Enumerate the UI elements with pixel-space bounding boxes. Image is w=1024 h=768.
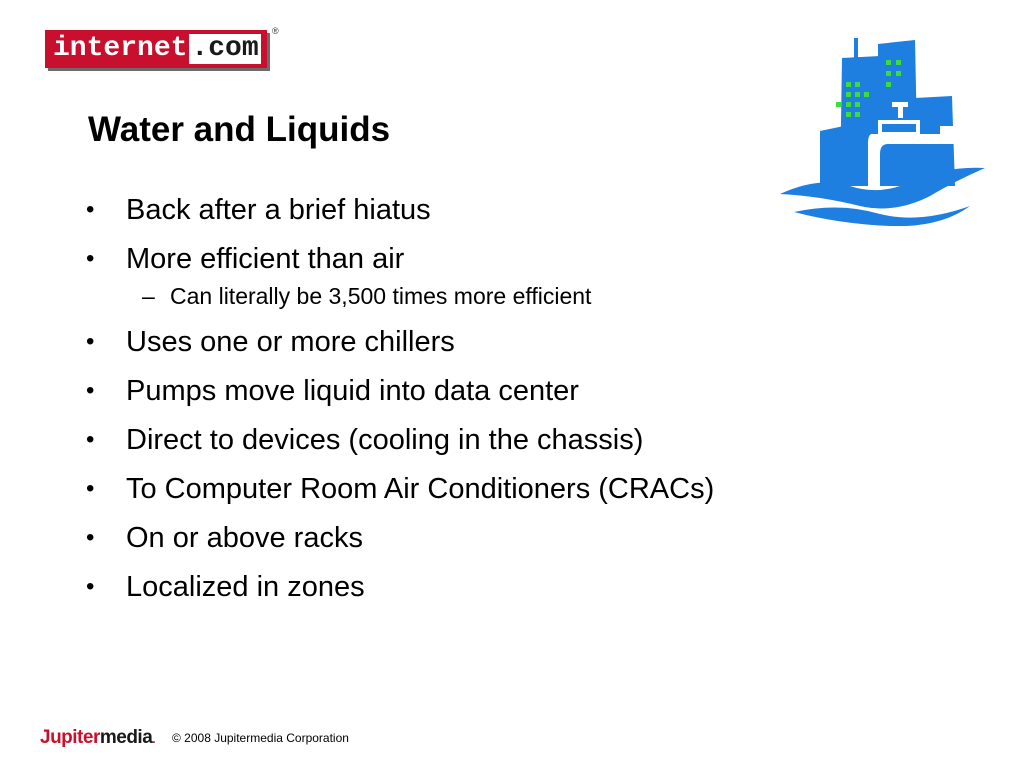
- slide-title: Water and Liquids: [88, 110, 391, 149]
- registered-mark: ®: [272, 26, 279, 36]
- bullet-list: [86, 186, 846, 612]
- logo-jupiter-text: Jupiter: [40, 727, 100, 748]
- bullet-text: Uses one or more chillers: [126, 326, 455, 358]
- bullet-text: Back after a brief hiatus: [126, 194, 431, 226]
- bullet-marker: •: [86, 573, 95, 600]
- bullet-item: [86, 416, 846, 465]
- bullet-marker: •: [86, 426, 95, 453]
- logo-dot: .: [152, 732, 156, 746]
- bullet-item: [86, 318, 846, 367]
- logo-main-text: internet: [53, 33, 188, 64]
- bullet-text: Pumps move liquid into data center: [126, 375, 579, 407]
- bullet-text: To Computer Room Air Conditioners (CRACs): [126, 473, 715, 505]
- sub-bullet-text: Can literally be 3,500 times more efficient: [170, 283, 592, 309]
- bullet-text: Localized in zones: [126, 571, 365, 603]
- bullet-marker: •: [86, 328, 95, 355]
- bullet-text: Direct to devices (cooling in the chassis): [126, 424, 644, 456]
- bullet-text: On or above racks: [126, 522, 363, 554]
- bullet-item: [86, 465, 846, 514]
- bullet-marker: •: [86, 475, 95, 502]
- bullet-item: [86, 514, 846, 563]
- bullet-marker: •: [86, 524, 95, 551]
- bullet-text: More efficient than air: [126, 243, 405, 275]
- sub-bullet-item: [86, 276, 846, 318]
- logo-media-text: media: [99, 727, 153, 748]
- copyright-text: © 2008 Jupitermedia Corporation: [172, 731, 349, 745]
- bullet-item: [86, 367, 846, 416]
- bullet-marker: •: [86, 245, 95, 272]
- bullet-item: [86, 186, 846, 235]
- bullet-marker: •: [86, 196, 95, 223]
- internet-com-logo: [45, 26, 279, 68]
- bullet-item: [86, 563, 846, 612]
- logo-suffix-text: .com: [191, 33, 259, 64]
- sub-bullet-marker: –: [142, 283, 155, 309]
- bullet-marker: •: [86, 377, 95, 404]
- jupitermedia-logo: [40, 727, 155, 750]
- building-water-faucet-icon: [780, 36, 990, 226]
